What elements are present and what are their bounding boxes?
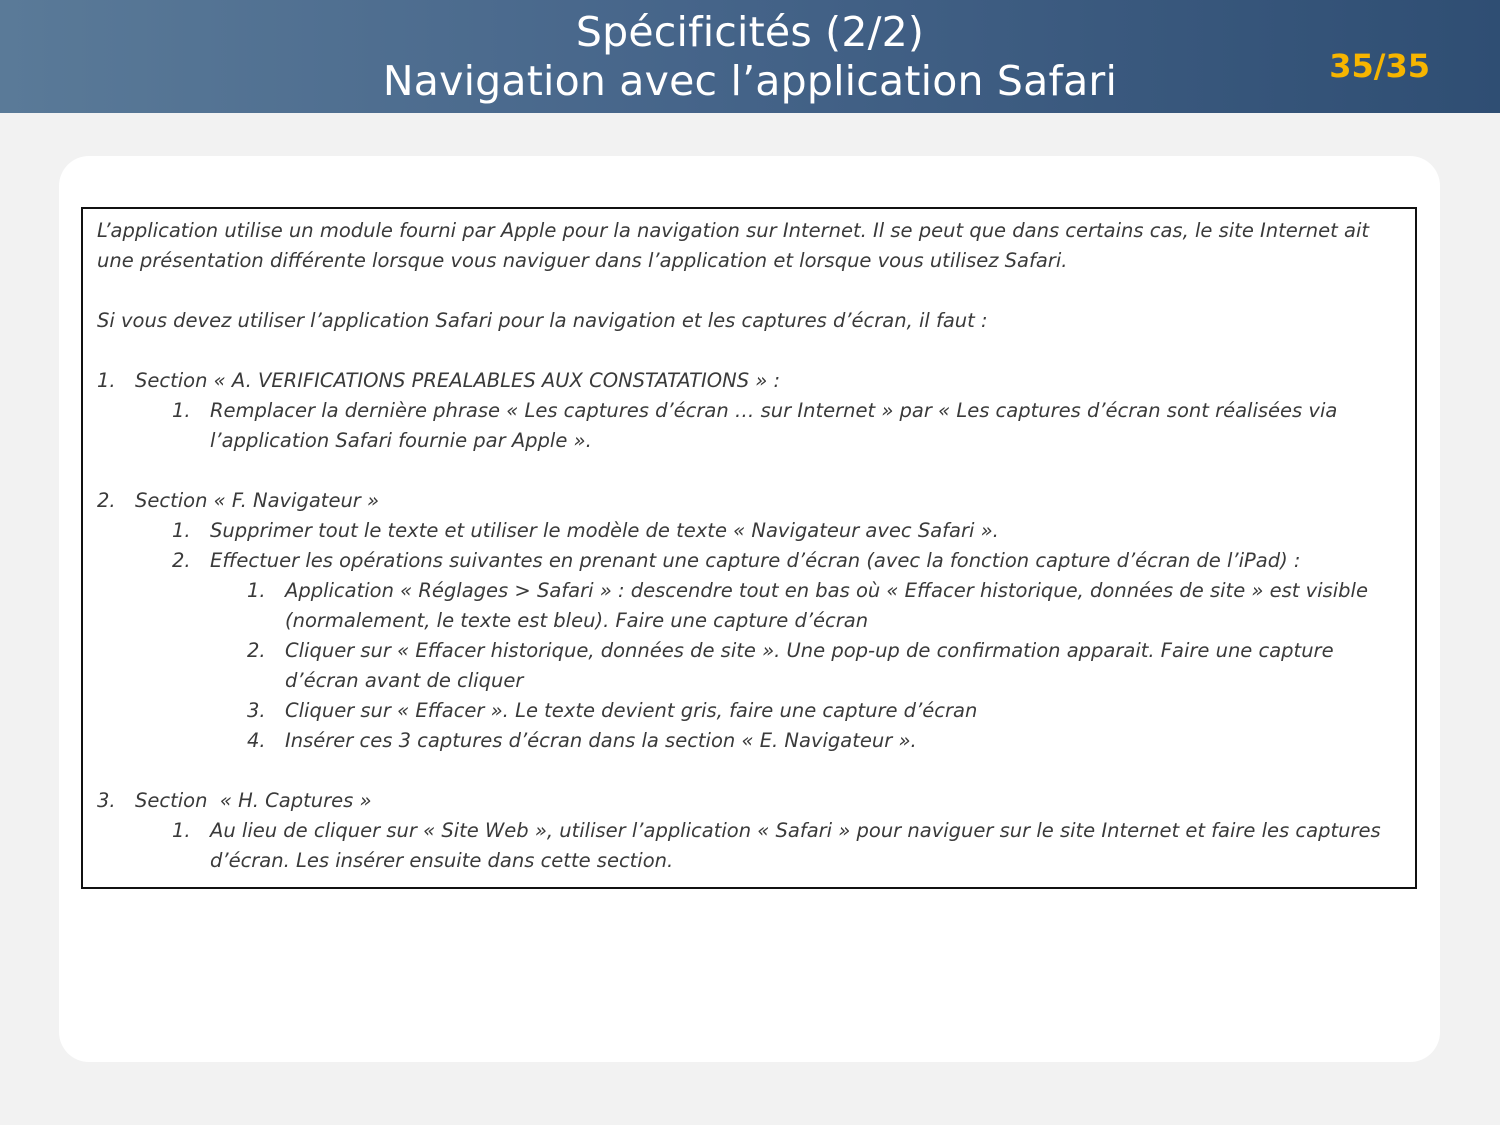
list-item-text-line2: (normalement, le texte est bleu). Faire une capture d’écran — [285, 609, 869, 632]
slide-title — [250, 8, 1250, 106]
list-item-text: Section « H. Captures » — [135, 789, 372, 812]
list-item-section-f-2 — [97, 546, 1401, 576]
list-item-section-f-2-4 — [97, 726, 1401, 756]
spacer — [97, 276, 1401, 306]
list-item-text: Cliquer sur « Effacer ». Le texte devient gris, faire une capture d’écran — [285, 699, 978, 722]
instructions-box — [81, 207, 1417, 889]
list-item-text-line2: d’écran avant de cliquer — [285, 669, 524, 692]
list-number: 2. — [172, 549, 191, 572]
spacer — [97, 336, 1401, 366]
lead-text: Si vous devez utiliser l’application Safari pour la navigation et les captures d’écran, il faut : — [97, 309, 988, 332]
list-item-section-a — [97, 366, 1401, 396]
slide-title-line2: Navigation avec l’application Safari — [382, 57, 1118, 105]
list-number: 3. — [247, 699, 266, 722]
list-item-section-f-2-1 — [97, 576, 1401, 636]
slide-title-line1: Spécificités (2/2) — [575, 8, 925, 56]
page-indicator: 35/35 — [1329, 47, 1430, 85]
list-item-section-f-2-3 — [97, 696, 1401, 726]
list-item-text-line1: Remplacer la dernière phrase « Les captures d’écran … sur Internet » par « Les captures d’écran sont réalisées via — [210, 399, 1338, 422]
list-number: 2. — [97, 489, 116, 512]
list-number: 1. — [97, 369, 116, 392]
list-item-section-f-2-2 — [97, 636, 1401, 696]
list-number: 3. — [97, 789, 116, 812]
list-number: 1. — [172, 519, 191, 542]
list-item-text-line2: l’application Safari fournie par Apple ». — [210, 429, 592, 452]
list-number: 2. — [247, 639, 266, 662]
list-number: 1. — [172, 399, 191, 422]
intro-text-line1: L’application utilise un module fourni par Apple pour la navigation sur Internet. Il se peut que dans certains cas, le site Internet ait — [97, 219, 1370, 242]
intro-text-line2: une présentation différente lorsque vous naviguer dans l’application et lorsque vous utilisez Safari. — [97, 249, 1068, 272]
list-item-text-line2: d’écran. Les insérer ensuite dans cette section. — [210, 849, 674, 872]
list-item-text: Insérer ces 3 captures d’écran dans la section « E. Navigateur ». — [285, 729, 917, 752]
list-item-section-f — [97, 486, 1401, 516]
list-item-text-line1: Application « Réglages > Safari » : descendre tout en bas où « Effacer historique, données de site » est visible — [285, 579, 1368, 602]
list-item-text: Effectuer les opérations suivantes en prenant une capture d’écran (avec la fonction capture d’écran de l’iPad) : — [210, 549, 1301, 572]
list-number: 1. — [247, 579, 266, 602]
list-item-text: Section « A. VERIFICATIONS PREALABLES AUX CONSTATATIONS » : — [135, 369, 781, 392]
list-item-text: Section « F. Navigateur » — [135, 489, 380, 512]
list-item-section-f-1 — [97, 516, 1401, 546]
spacer — [97, 756, 1401, 786]
list-item-text-line1: Cliquer sur « Effacer historique, données de site ». Une pop-up de confirmation apparait. Faire une capture — [285, 639, 1334, 662]
list-item-section-a-1 — [97, 396, 1401, 456]
list-item-text: Supprimer tout le texte et utiliser le modèle de texte « Navigateur avec Safari ». — [210, 519, 999, 542]
spacer — [97, 456, 1401, 486]
list-number: 4. — [247, 729, 266, 752]
list-item-text-line1: Au lieu de cliquer sur « Site Web », utiliser l’application « Safari » pour naviguer sur le site Internet et faire les captures — [210, 819, 1381, 842]
list-item-section-h-1 — [97, 816, 1401, 876]
slide-header — [0, 0, 1500, 113]
list-number: 1. — [172, 819, 191, 842]
list-item-section-h — [97, 786, 1401, 816]
